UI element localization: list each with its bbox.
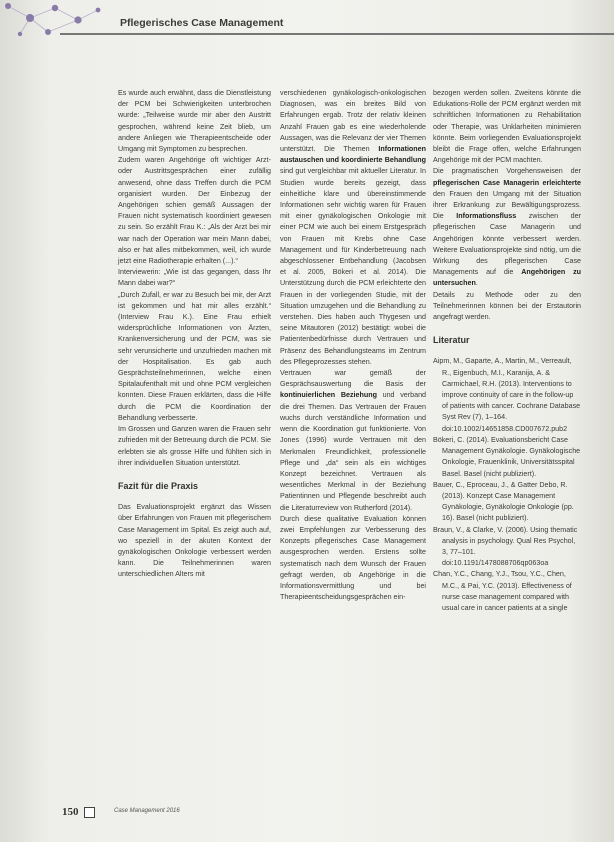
paragraph: Es wurde auch erwähnt, dass die Dienstleistung der PCM bei Schwierigkeiten unterbrochen wurde: „Teilweise wurde mir aber den Austritt gesprochen, während keine Zeit blieb, um andere Anliegen wie Therapieentscheide oder Umgang mit Symptomen zu besprechen. xyxy=(118,89,271,154)
section-heading-literatur: Literatur xyxy=(433,335,470,346)
emphasis-text: pflegerischen Case Managerin erleichterte xyxy=(433,178,581,187)
reference-item: Bauer, C., Eproceau, J., & Gatter Debo, R. (2013). Konzept Case Management Gynäkologie, Gynäkologie Onkologie (pp. 16). Basel (nicht publiziert). xyxy=(433,480,574,523)
paragraph: Das Evaluationsprojekt ergänzt das Wissen über Erfahrungen von Frauen mit pflegerischem Case Management im Spital. Es zeigt auch auf, wo speziell in der akuten Kontext der gynäkologischen Onkologie verbessert werden kann. Die Teilnehmerinnen waren unterschiedlichen Alters mit xyxy=(118,503,271,579)
reference-item: Bökeri, C. (2014). Evaluationsbericht Case Management Gynäkologie. Gynäkologische Onkologie, Frauenklinik, Universitätsspital Basel. Basel (nicht publiziert). xyxy=(433,435,581,478)
journal-logo-icon xyxy=(84,807,95,818)
section-heading-fazit: Fazit für die Praxis xyxy=(118,480,199,491)
text-column-2 xyxy=(280,88,426,603)
paragraph: Vertrauen war gemäß der Gesprächsauswertung die Basis der kontinuierlichen Beziehung und verband die drei Themen. Das Vertrauen der Frauen wuchs durch verständliche Information und wenn die Koordination gut funktionierte. Von Jones (1996) wurde Vertrauen mit den Merkmalen Freundlichkeit, professionelle Pflege und „da“ sein als ein wichtiges Konzept bezeichnet. Vertrauen als wesentliches Merkmal in der Beziehung Patientinnen und Pflegende beschreibt auch die Literaturreview von Rutherford (2014). xyxy=(280,369,427,512)
paragraph: bezogen werden sollen. Zweitens könnte die Edukations-Rolle der PCM ergänzt werden mit schriftlichen Informationen zu Rehabilitation oder Therapie, was Unklarheiten minimieren könnte. Beim vorliegenden Evaluationsprojekt bleibt die Frage offen, welche Erfahrungen Angehörige mit der PCM machten. xyxy=(433,89,581,165)
running-header-title: Pflegerisches Case Management xyxy=(120,17,284,29)
emphasis-text: Angehörigen zu untersuchen xyxy=(433,268,581,288)
emphasis-text: Informationsfluss xyxy=(456,212,517,221)
text-column-1 xyxy=(118,88,271,581)
header-rule xyxy=(60,33,614,35)
paragraph: Durch diese qualitative Evaluation können zwei Empfehlungen zur Verbesserung des Konzepts pflegerisches Case Management ausgesprochen werden. Erstens sollte systematisch nach dem Wunsch der Frauen gefragt werden, ob Angehörige in die Informationsvermittlung und bei Therapieentscheidungsgesprächen ein- xyxy=(280,514,426,602)
paragraph: Details zu Methode oder zu den Teilnehmerinnen können bei der Erstautorin angefragt werden. xyxy=(433,290,581,322)
paragraph: verschiedenen gynäkologisch-onkologischen Diagnosen, was ein breites Bild von Erfahrungen ergab. Trotz der relativ kleinen Anzahl Frauen gab es eine wiederholende Aussagen, was die Relevanz der vier Themen unterstützt. Die Themen Informationen austauschen und koordinierte Behandlung sind gut vergleichbar mit aktueller Literatur. In Studien wurde bereits gezeigt, dass einheitliche klare und übereinstimmende Informationen sehr wichtig waren für Frauen mit einer gynäkologischen Onkologie mit einer PCM wie auch bei einem Erstgespräch von Frauen mit Krebs ohne Case Management und für Kinderbetreuung nach abgeschlossener Entbehandlung (Jacobsen et al. 2005, Bökeri et al. 2014). Die Unterstützung durch die PCM erleichterte den Frauen in der vorliegenden Studie, mit der Situation umzugehen und die Behandlung zu verstehen. Dies haben auch Thygesen und seine Mitautoren (2012) bestätigt: wobei die Patientenbedürfnisse durch Vertrauen und Präsenz des Behandlungsteams im Zentrum des Pflegeprozesses stehen. xyxy=(280,89,426,366)
paragraph: Zudem waren Angehörige oft wichtiger Arzt- oder Austrittsgesprächen einer zufällig anwesend, ohne dass Treffen durch die PCM organisiert wurden. Der Einbezug der Angehörigen schien gemäß Aussagen der Frauen nicht systematisch koordiniert gewesen zu sein. So erzählt Frau K.: „Als der Arzt bei mir war nach der Operation war mein Mann dabei, also er hat alles mitbekommen, weil, ich wurde jetzt eine Radiotherapie erhalten (...).“ xyxy=(118,156,271,266)
reference-item: Aipm, M., Gaparte, A., Martin, M., Verreault, R., Eigenbuch, M.I., Karanija, A. & Carmichael, R.H. (2013). Interventions to improve continuity of care in the follow-up of patients with cancer. Cochrane Database Syst Rev (7), 1–164. doi:10.1002/14651858.CD007672.pub2 xyxy=(433,357,581,433)
reference-item: Chan, Y.C., Chang, Y.J., Tsou, Y.C., Chen, M.C., & Pai, Y.C. (2013). Effectiveness of nurse case management compared with usual care in cancer patients at a single xyxy=(433,570,572,612)
journal-name: Case Management 2016 xyxy=(114,808,180,814)
page-number: 150 xyxy=(62,806,79,818)
paragraph: Die pragmatischen Vorgehensweisen der pflegerischen Case Managerin erleichterte den Frauen den Umgang mit der Situation ihrer Erkrankung zur Bewältigungsprozess. Die Informationsfluss zwischen der pflegerischen Case Managerin und Angehörigen könnte verbessert werden. Weitere Evaluationsprojekte sind nötig, um die Wirkung des pflegerischen Case Managements auf die Angehörigen zu untersuchen. xyxy=(433,167,582,288)
emphasis-text: kontinuierlichen Beziehung xyxy=(280,391,377,400)
text-column-3 xyxy=(433,88,581,614)
paragraph: Im Grossen und Ganzen waren die Frauen sehr zufrieden mit der Betreuung durch die PCM. Sie erlebten sie als grosse Hilfe und fühlten sich in ihrer individuellen Situation unterstützt. xyxy=(118,425,271,467)
paragraph: Interviewerin: „Wie ist das gegangen, dass Ihr Mann dabei war?“ xyxy=(118,268,271,288)
paragraph: „Durch Zufall, er war zu Besuch bei mir, der Arzt ist gekommen und hat mir alles erzählt.“ (Interview Frau K.). Eine Frau erhielt widersprüchliche Informationen von Ärzten, Krankenversicherung und der PCM, was sie sehr verunsicherte und unzufrieden machen mit der Hospitalisation. Es gab auch Gesprächsteilnehmerinnen, welche einen Spitalaufenthalt mit und ohne PCM vergleichen konnten. Diese Frauen erklärten, dass die Hilfe durch die PCM die Koordination der Behandlung verbesserte. xyxy=(118,290,271,422)
reference-item: Braun, V., & Clarke, V. (2006). Using thematic analysis in psychology. Qual Res Psychol, 3, 77–101. doi:10.1191/1478088706qp063oa xyxy=(433,525,578,568)
emphasis-text: Informationen austauschen und koordinierte Behandlung xyxy=(280,145,426,165)
